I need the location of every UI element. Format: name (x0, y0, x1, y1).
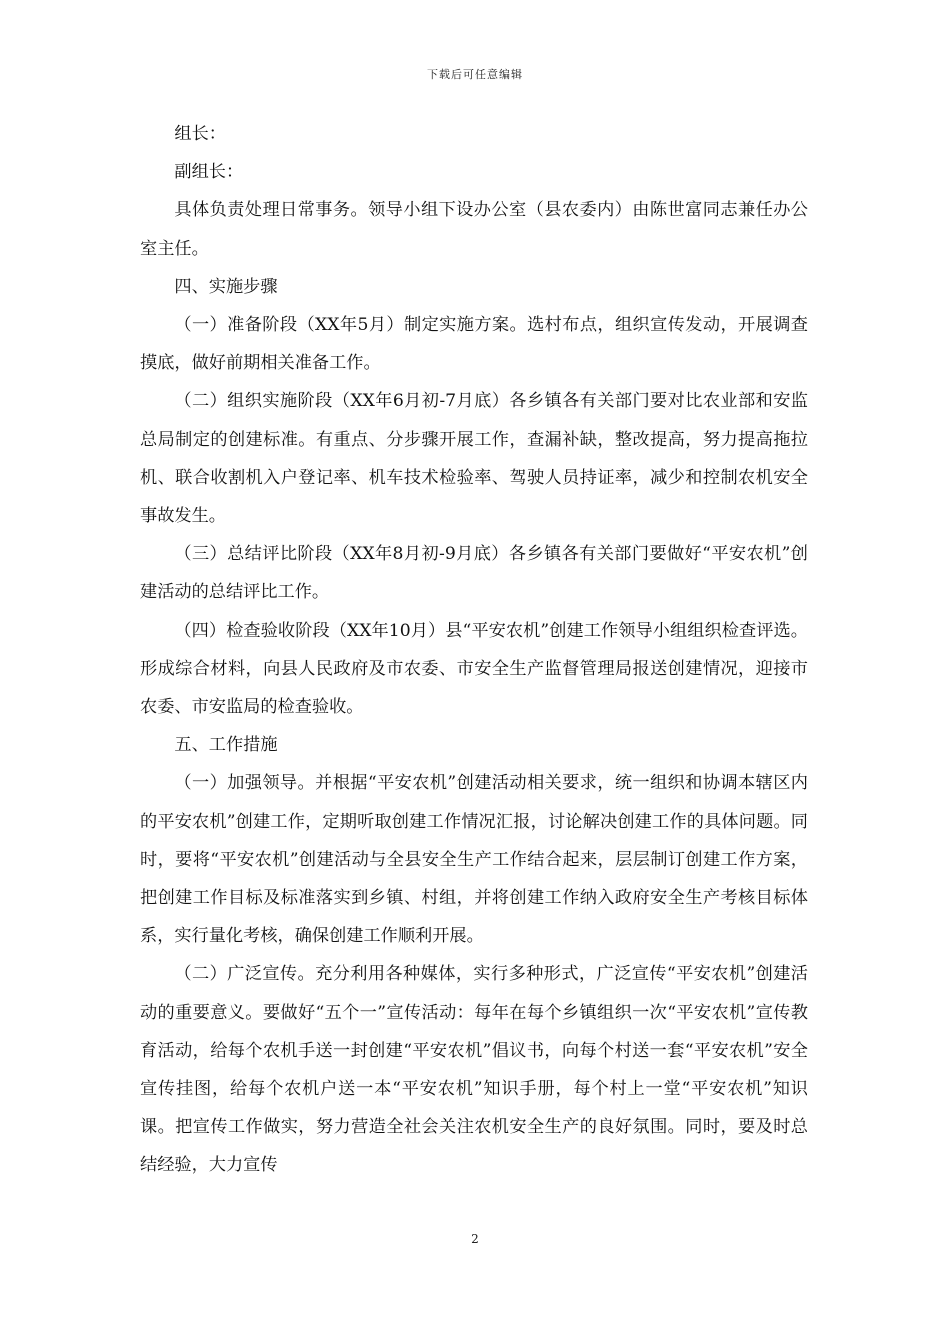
document-body (140, 115, 808, 1185)
paragraph-measure-publicity: （二）广泛宣传。充分利用各种媒体，实行多种形式，广泛宣传“平安农机”创建活动的重要意义。要做好“五个一”宣传活动：每年在每个乡镇组织一次“平安农机”宣传教育活动，给每个农机手送一封创建“平安农机”倡议书，向每个村送一套“平安农机”安全宣传挂图，给每个农机户送一本“平安农机”知识手册，每个村上一堂“平安农机”知识课。把宣传工作做实，努力营造全社会关注农机安全生产的良好氛围。同时，要及时总结经验，大力宣传 (140, 964, 808, 1176)
paragraph-office-duties: 具体负责处理日常事务。领导小组下设办公室（县农委内）由陈世富同志兼任办公室主任。 (140, 200, 808, 259)
paragraph-step-summary: （三）总结评比阶段（XX年8月初-9月底）各乡镇各有关部门要做好“平安农机”创建活动的总结评比工作。 (140, 544, 808, 603)
section-heading-work-measures: 五、工作措施 (174, 735, 278, 756)
paragraph-deputy-leader: 副组长： (174, 162, 244, 183)
paragraph-step-inspection: （四）检查验收阶段（XX年10月）县“平安农机”创建工作领导小组组织检查评选。形成综合材料，向县人民政府及市农委、市安全生产监督管理局报送创建情况，迎接市农委、市安监局的检查验收。 (140, 620, 808, 718)
paragraph-measure-leadership: （一）加强领导。并根据“平安农机”创建活动相关要求，统一组织和协调本辖区内的平安农机”创建工作，定期听取创建工作情况汇报，讨论解决创建工作的具体问题。同时，要将“平安农机”创建活动与全县安全生产工作结合起来，层层制订创建工作方案，把创建工作目标及标准落实到乡镇、村组，并将创建工作纳入政府安全生产考核目标体系，实行量化考核，确保创建工作顺利开展。 (140, 773, 808, 947)
paragraph-team-leader: 组长： (174, 124, 226, 144)
page-header: 下载后可任意编辑 (427, 68, 523, 81)
paragraph-step-preparation: （一）准备阶段（XX年5月）制定实施方案。选村布点，组织宣传发动，开展调查摸底，做好前期相关准备工作。 (140, 315, 808, 374)
section-heading-implementation-steps: 四、实施步骤 (174, 276, 278, 297)
page-number: 2 (471, 1232, 479, 1246)
paragraph-step-implementation: （二）组织实施阶段（XX年6月初-7月底）各乡镇各有关部门要对比农业部和安监总局制定的创建标准。有重点、分步骤开展工作，查漏补缺，整改提高，努力提高拖拉机、联合收割机入户登记率、机车技术检验率、驾驶人员持证率，减少和控制农机安全事故发生。 (140, 391, 808, 527)
